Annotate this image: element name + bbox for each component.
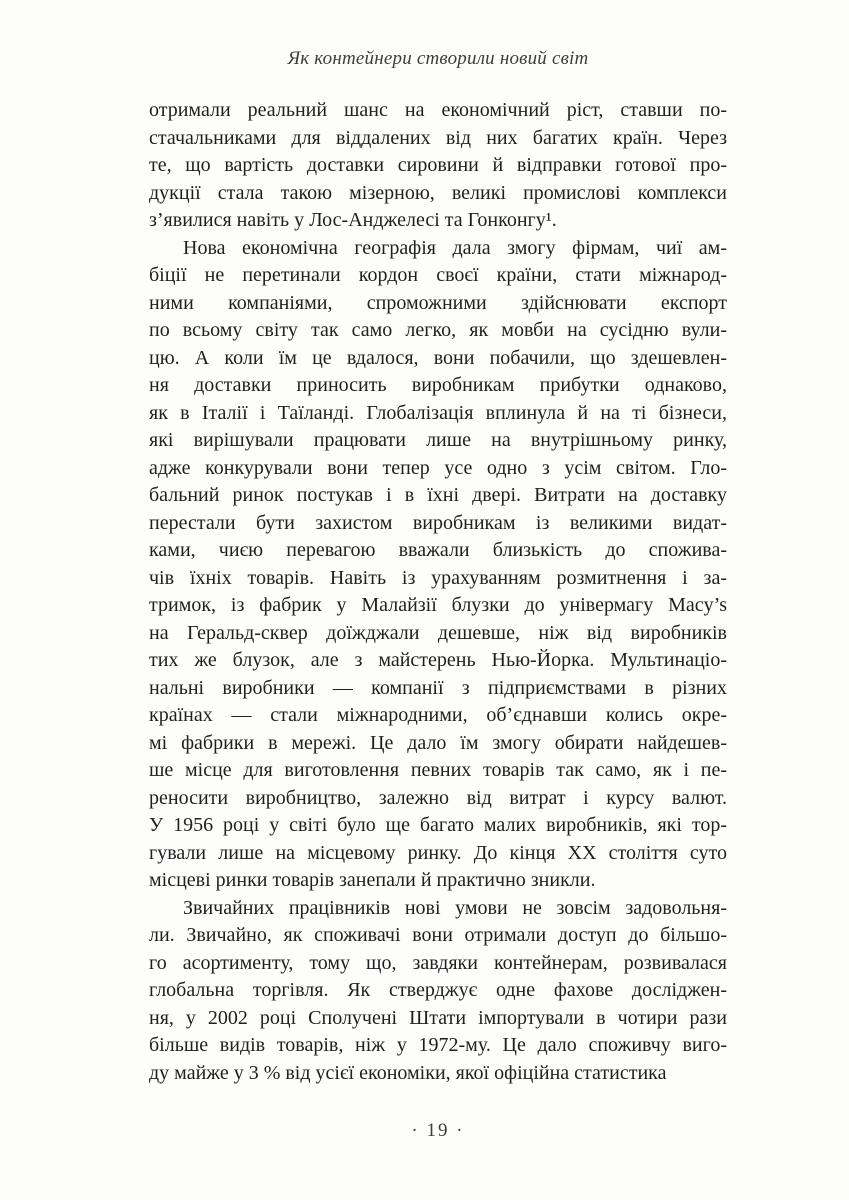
text-line: цю. А коли їм це вдалося, вони побачили, що здешевлен- bbox=[149, 346, 727, 369]
text-line: перестали бути захистом виробникам із великими видат- bbox=[149, 511, 727, 534]
text-line: ня, у 2002 році Сполучені Штати імпортували в чотири рази bbox=[149, 1006, 727, 1029]
text-line: тримок, із фабрик у Малайзії блузки до універмагу Macy’s bbox=[149, 594, 727, 616]
text-line: го асортименту, тому що, завдяки контейнерам, розвивалася bbox=[149, 951, 727, 974]
text-line: мі фабрики в мережі. Це дало їм змогу обирати найдешев- bbox=[149, 731, 727, 754]
paragraph bbox=[149, 895, 727, 1088]
text-line: стачальниками для віддалених від них багатих країн. Через bbox=[149, 126, 727, 149]
text-line: як в Італії і Таїланді. Глобалізація вплинула й на ті бізнеси, bbox=[149, 401, 727, 424]
text-line: ними компаніями, спроможними здійснювати експорт bbox=[149, 291, 727, 314]
text-line: бальний ринок постукав і в їхні двері. Витрати на доставку bbox=[149, 484, 727, 506]
text-line: країнах — стали міжнародними, об’єднавши колись окре- bbox=[149, 704, 727, 726]
text-line: які вирішували працювати лише на внутрішньому ринку, bbox=[149, 429, 727, 451]
text-line: місцеві ринки товарів занепали й практично зникли. bbox=[149, 869, 596, 891]
text-line: більше видів товарів, ніж у 1972-му. Це дало споживчу виго- bbox=[149, 1034, 727, 1056]
text-line: дукції стала такою мізерною, великі промислові комплекси bbox=[149, 181, 727, 204]
page-number: · 19 · bbox=[411, 1120, 465, 1141]
text-line: на Геральд-сквер доїжджали дешевше, ніж від виробників bbox=[149, 621, 727, 644]
text-line: ли. Звичайно, як споживачі вони отримали доступ до більшо- bbox=[149, 924, 727, 946]
text-line: ня доставки приносить виробникам прибутки однаково, bbox=[149, 374, 727, 396]
text-line: біції не перетинали кордон своєї країни, стати міжнарод- bbox=[149, 264, 727, 286]
text-line: отримали реальний шанс на економічний ріст, ставши по- bbox=[149, 99, 727, 121]
text-line: У 1956 році у світі було ще багато малих виробників, які тор- bbox=[149, 814, 727, 836]
text-line: нальні виробники — компанії з підприємствами в різних bbox=[149, 676, 727, 699]
text-line: ше місце для виготовлення певних товарів так само, як і пе- bbox=[149, 759, 727, 781]
text-line: чів їхніх товарів. Навіть із урахуванням розмитнення і за- bbox=[149, 566, 727, 589]
text-line: по всьому світу так само легко, як мовби на сусідню вули- bbox=[149, 319, 727, 341]
body-text bbox=[149, 97, 727, 1087]
text-line: реносити виробництво, залежно від витрат і курсу валют. bbox=[149, 786, 727, 809]
running-header: Як контейнери створили новий світ bbox=[287, 48, 589, 69]
text-line: Нова економічна географія дала змогу фірмам, чиї ам- bbox=[183, 236, 727, 259]
paragraph bbox=[149, 235, 727, 895]
text-line: глобальна торгівля. Як стверджує одне фахове досліджен- bbox=[149, 979, 727, 1001]
text-line: тих же блузок, але з майстерень Нью-Йорка. Мультинаціо- bbox=[149, 649, 727, 671]
text-line: Звичайних працівників нові умови не зовсім задовольня- bbox=[183, 896, 727, 919]
paragraph bbox=[149, 97, 727, 235]
text-line: адже конкурували вони тепер усе одно з усім світом. Гло- bbox=[149, 456, 727, 479]
text-line: те, що вартість доставки сировини й відправки готової про- bbox=[149, 154, 727, 176]
text-line: ками, чиєю перевагою вважали близькість до спожива- bbox=[149, 539, 727, 561]
text-line: ду майже у 3 % від усієї економіки, якої офіційна статистика bbox=[149, 1061, 667, 1084]
text-line: з’явилися навіть у Лос-Анджелесі та Гонконгу¹. bbox=[149, 209, 557, 231]
text-line: гували лише на місцевому ринку. До кінця XX століття суто bbox=[149, 841, 727, 864]
